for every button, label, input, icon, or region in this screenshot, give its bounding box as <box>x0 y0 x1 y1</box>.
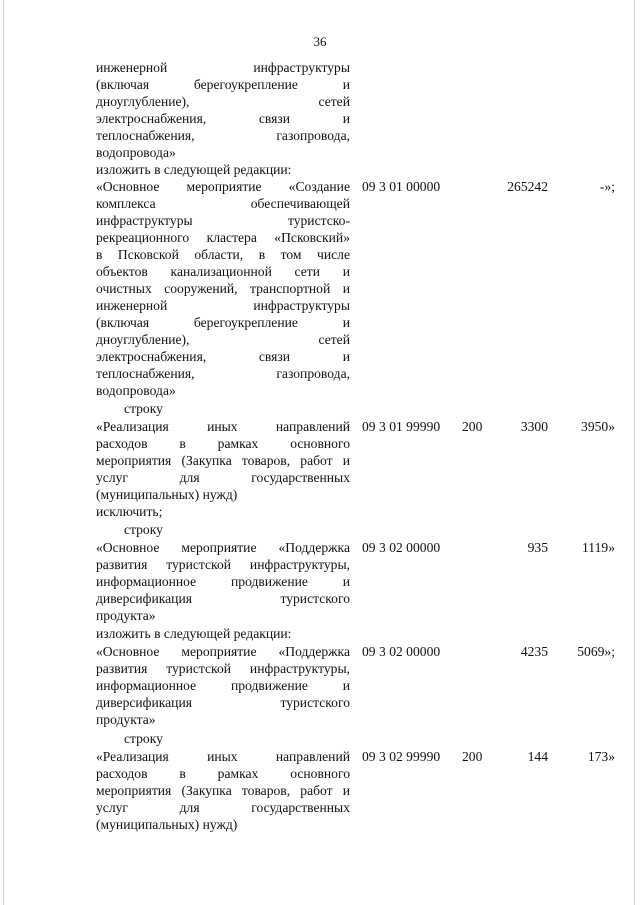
text-line: диверсификация туристского <box>96 695 350 710</box>
expense-type-code: 200 <box>462 749 483 764</box>
budget-code: 09 3 02 99990 <box>362 749 441 764</box>
instruction-text: изложить в следующей редакции: <box>96 162 292 177</box>
text-line: водопровода» <box>96 145 176 160</box>
budget-code: 09 3 02 00000 <box>362 540 441 555</box>
amount-second: -»; <box>599 179 615 194</box>
text-line: услуг для государственных <box>96 800 350 815</box>
budget-code: 09 3 02 00000 <box>362 644 441 659</box>
amount-first: 144 <box>527 749 548 764</box>
text-line: (муниципальных) нужд) <box>96 487 238 502</box>
text-line: мероприятия (Закупка товаров, работ и <box>96 783 350 798</box>
scan-edge-right <box>634 0 635 905</box>
amount-first: 4235 <box>520 644 548 659</box>
budget-code: 09 3 01 00000 <box>362 179 441 194</box>
text-line: комплекса обеспечивающей <box>96 196 350 211</box>
text-line: в Псковской области, в том числе <box>96 247 350 262</box>
text-line: теплоснабжения, газопровода, <box>96 128 350 143</box>
text-line: информационное продвижение и <box>96 678 350 693</box>
text-line: (муниципальных) нужд) <box>96 817 238 832</box>
text-line: «Основное мероприятие «Поддержка <box>96 644 350 659</box>
text-line: инженерной инфраструктуры <box>96 298 350 313</box>
text-line: «Реализация иных направлений <box>96 749 350 764</box>
text-line: инфраструктуры туристско- <box>96 213 350 228</box>
text-line: инженерной инфраструктуры <box>96 60 350 75</box>
text-line: (включая берегоукрепление и <box>96 77 350 92</box>
amount-first: 3300 <box>520 419 548 434</box>
text-line: мероприятия (Закупка товаров, работ и <box>96 453 350 468</box>
text-line: теплоснабжения, газопровода, <box>96 366 350 381</box>
amount-first: 935 <box>527 540 548 555</box>
instruction-text: строку <box>124 401 163 416</box>
budget-code: 09 3 01 99990 <box>362 419 441 434</box>
instruction-text: строку <box>124 731 163 746</box>
page-number: 36 <box>313 34 327 49</box>
text-line: объектов канализационной сети и <box>96 264 350 279</box>
text-line: «Основное мероприятие «Поддержка <box>96 540 350 555</box>
text-line: информационное продвижение и <box>96 574 350 589</box>
text-line: очистных сооружений, транспортной и <box>96 281 350 296</box>
text-line: «Реализация иных направлений <box>96 419 350 434</box>
text-line: дноуглубление), сетей <box>96 332 350 347</box>
amount-second: 5069»; <box>577 644 615 659</box>
instruction-text: исключить; <box>96 504 163 519</box>
expense-type-code: 200 <box>462 419 483 434</box>
text-line: развития туристской инфраструктуры, <box>96 557 350 572</box>
amount-second: 3950» <box>581 419 615 434</box>
text-line: развития туристской инфраструктуры, <box>96 661 350 676</box>
text-line: расходов в рамках основного <box>96 436 350 451</box>
instruction-text: строку <box>124 522 163 537</box>
text-line: продукта» <box>96 608 156 623</box>
scan-edge-left <box>3 0 4 905</box>
amount-first: 265242 <box>507 179 548 194</box>
amount-second: 1119» <box>582 540 615 555</box>
amount-second: 173» <box>587 749 615 764</box>
instruction-text: изложить в следующей редакции: <box>96 626 292 641</box>
text-line: электроснабжения, связи и <box>96 349 350 364</box>
text-line: водопровода» <box>96 383 176 398</box>
text-line: электроснабжения, связи и <box>96 111 350 126</box>
text-line: услуг для государственных <box>96 470 350 485</box>
text-line: «Основное мероприятие «Создание <box>96 179 350 194</box>
text-line: диверсификация туристского <box>96 591 350 606</box>
text-line: рекреационного кластера «Псковский» <box>96 230 350 245</box>
text-line: продукта» <box>96 712 156 727</box>
text-line: дноуглубление), сетей <box>96 94 350 109</box>
text-line: расходов в рамках основного <box>96 766 350 781</box>
text-line: (включая берегоукрепление и <box>96 315 350 330</box>
